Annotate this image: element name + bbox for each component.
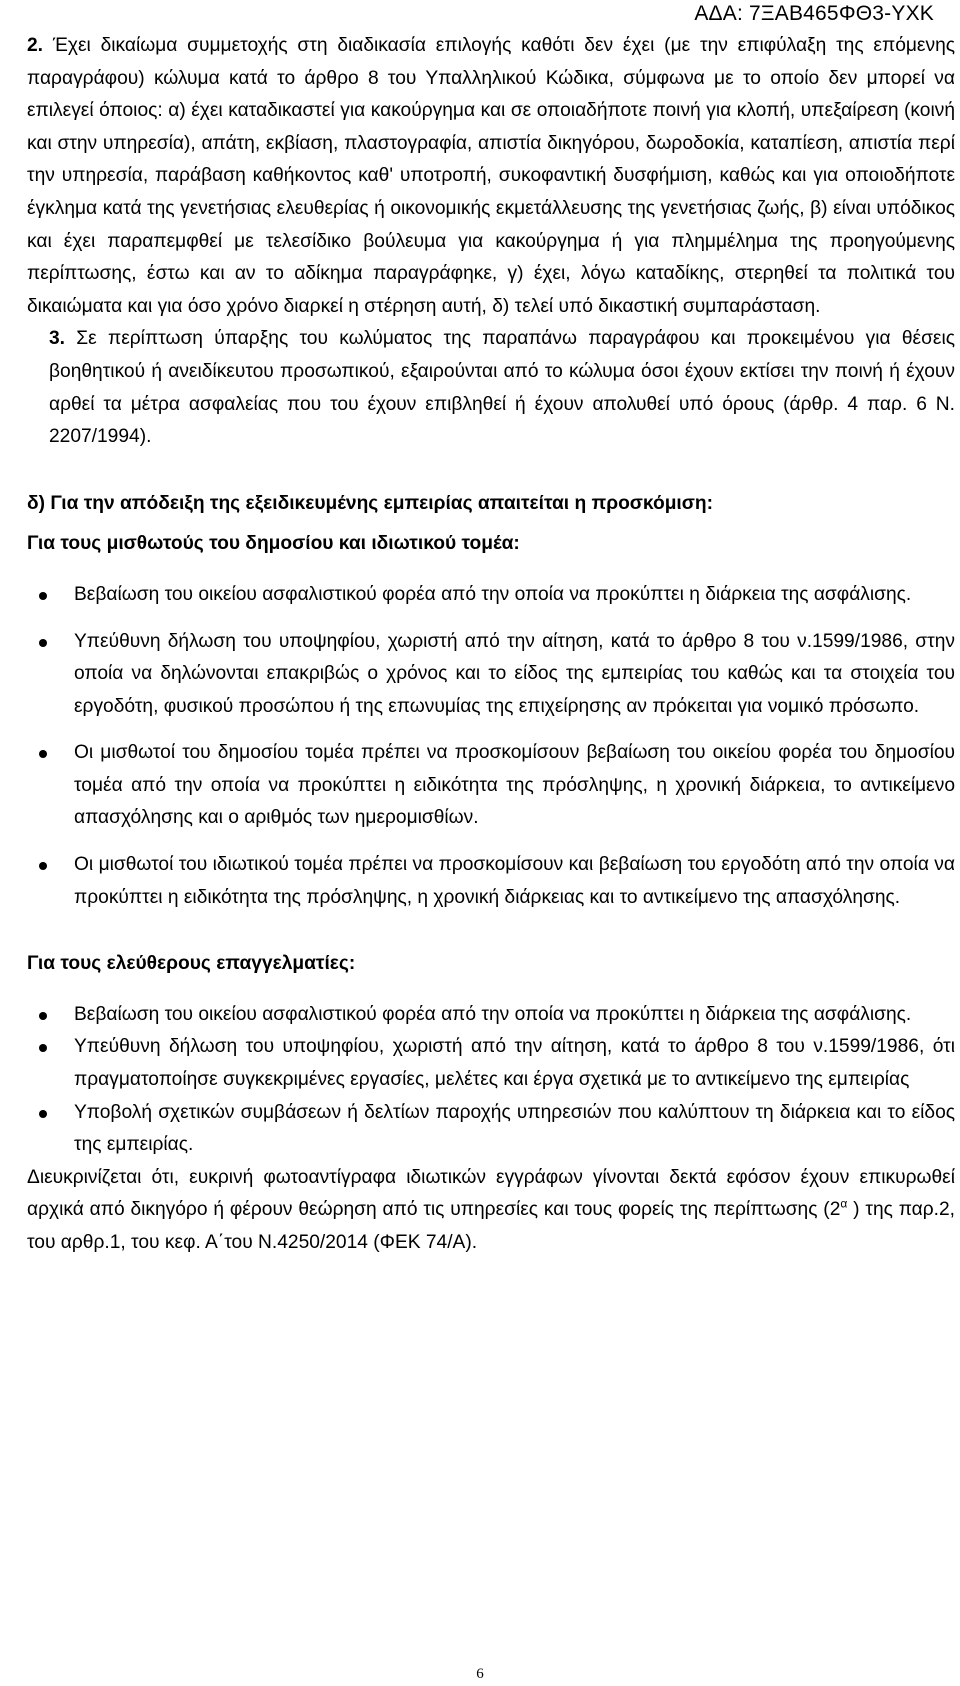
employees-list xyxy=(27,579,955,914)
item-number-2: 2. xyxy=(27,35,44,56)
page-number: 6 xyxy=(476,1666,484,1682)
list-item: Βεβαίωση του οικείου ασφαλιστικού φορέα από την οποία να προκύπτει η διάρκεια της ασφάλισης. xyxy=(27,999,955,1032)
paragraph-item-3 xyxy=(27,323,955,453)
ada-code: ΑΔΑ: 7ΞΑΒ465ΦΘ3-ΥΧΚ xyxy=(694,2,934,25)
item-text-2: Έχει δικαίωμα συμμετοχής στη διαδικασία επιλογής καθότι δεν έχει (με την επιφύλαξη της επόμενης παραγράφου) κώλυμα κατά το άρθρο 8 του Υπαλληλικού Κώδικα, σύμφωνα με το οποίο δεν μπορεί να επιλεγεί όποιος: α) έχει καταδικαστεί για κακούργημα και σε οποιαδήποτε ποινή για κλοπή, υπεξαίρεση (κοινή και στην υπηρεσία), απάτη, εκβίαση, πλαστογραφία, απιστία δικηγόρου, δωροδοκία, καταπίεση, απιστία περί την υπηρεσία, παράβαση καθήκοντος καθ' υποτροπή, συκοφαντική δυσφήμιση, καθώς και για οποιοδήποτε έγκλημα κατά της γενετήσιας ελευθερίας ή οικονομικής εκμετάλλευσης της γενετήσιας ζωής, β) είναι υπόδικος και έχει παραπεμφθεί με τελεσίδικο βούλευμα για κακούργημα ή για πλημμέλημα της προηγούμενης περίπτωσης, έστω και αν το αδίκημα παραγράφηκε, γ) έχει, λόγω καταδίκης, στερηθεί τα πολιτικά του δικαιώματα και για όσο χρόνο διαρκεί η στέρηση αυτή, δ) τελεί υπό δικαστική συμπαράσταση. xyxy=(27,35,955,317)
freelancers-title: Για τους ελεύθερους επαγγελματίες: xyxy=(27,953,356,975)
bullet-icon xyxy=(39,1012,47,1020)
bullet-icon xyxy=(39,750,47,758)
clarification-paragraph: Διευκρινίζεται ότι, ευκρινή φωτοαντίγραφα ιδιωτικών εγγράφων γίνονται δεκτά εφόσον έχουν επικυρωθεί αρχικά από δικηγόρο ή φέρουν θεώρηση από τις υπηρεσίες και τους φορείς της περίπτωσης (2$^\alpha$ ) της παρ.2, του αρθρ.1, του κεφ. Α΄του Ν.4250/2014 (ΦΕΚ 74/Α). xyxy=(27,1166,956,1253)
item-text-3: Σε περίπτωση ύπαρξης του κωλύματος της παραπάνω παραγράφου και προκειμένου για θέσεις βοηθητικού ή ανειδίκευτου προσωπικού, εξαιρούνται από το κώλυμα όσοι έχουν εκτίσει την ποινή ή έχουν αρθεί τα μέτρα ασφαλείας που του έχουν επιβληθεί ή έχουν απολυθεί υπό όρους (άρθρ. 4 παρ. 6 Ν. 2207/1994). xyxy=(49,328,955,448)
bullet-icon xyxy=(39,592,47,600)
list-item: Υπεύθυνη δήλωση του υποψηφίου, χωριστή από την αίτηση, κατά το άρθρο 8 του ν.1599/1986, στην οποία να δηλώνονται επακριβώς ο χρόνος και το είδος της εμπειρίας του καθώς και τα στοιχεία του εργοδότη, φυσικού προσώπου ή της επωνυμίας της επιχείρησης αν πρόκειται για νομικό πρόσωπο. xyxy=(27,626,955,724)
bullet-icon xyxy=(39,1044,47,1052)
employees-title: Για τους μισθωτούς του δημοσίου και ιδιωτικού τομέα: xyxy=(27,533,520,555)
list-item: Οι μισθωτοί του ιδιωτικού τομέα πρέπει να προσκομίσουν και βεβαίωση του εργοδότη από την οποία να προκύπτει η ειδικότητα της πρόσληψης, η χρονική διάρκειας και το αντικείμενο της απασχόλησης. xyxy=(27,849,955,914)
superscript-alpha: α xyxy=(840,1197,848,1212)
bullet-icon xyxy=(39,862,47,870)
paragraph-item-2 xyxy=(27,30,955,323)
list-item: Υπεύθυνη δήλωση του υποψηφίου, χωριστή από την αίτηση, κατά το άρθρο 8 του ν.1599/1986, ότι πραγματοποίησε συγκεκριμένες εργασίες, μελέτες και έργα σχετικά με το αντικείμενο της εμπειρίας xyxy=(27,1031,955,1096)
list-item: Υποβολή σχετικών συμβάσεων ή δελτίων παροχής υπηρεσιών που καλύπτουν τη διάρκεια και το είδος της εμπειρίας. xyxy=(27,1097,955,1162)
item-number-3: 3. xyxy=(49,328,66,350)
section-d-heading: δ) Για την απόδειξη της εξειδικευμένης εμπειρίας απαιτείται η προσκόμιση: xyxy=(27,492,713,514)
list-item: Οι μισθωτοί του δημοσίου τομέα πρέπει να προσκομίσουν βεβαίωση του οικείου φορέα του δημοσίου τομέα από την οποία να προκύπτει η ειδικότητα της πρόσληψης, η χρονική διάρκεια, το αντικείμενο απασχόλησης και ο αριθμός των ημερομισθίων. xyxy=(27,737,955,835)
bullet-icon xyxy=(39,1110,47,1118)
freelancers-list xyxy=(27,999,955,1162)
document-body xyxy=(27,30,955,1260)
list-item: Βεβαίωση του οικείου ασφαλιστικού φορέα από την οποία να προκύπτει η διάρκεια της ασφάλισης. xyxy=(27,579,955,612)
bullet-icon xyxy=(39,639,47,647)
